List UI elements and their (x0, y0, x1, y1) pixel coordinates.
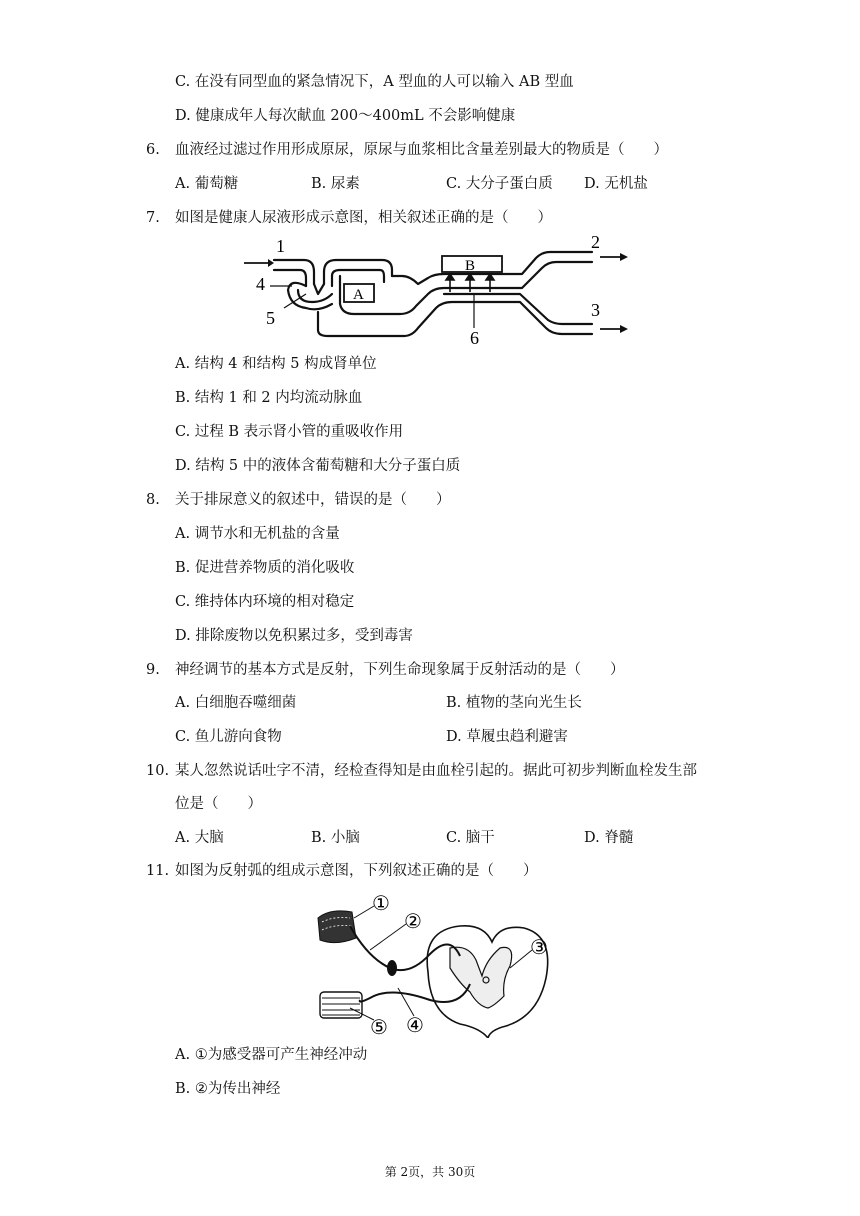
q10-option-d: D. 脊髓 (584, 830, 634, 846)
q9-option-c: C. 鱼儿游向食物 (175, 729, 282, 745)
q9-option-b: B. 植物的茎向光生长 (446, 695, 582, 711)
q10-option-b: B. 小脑 (311, 830, 360, 846)
q6-option-a: A. 葡萄糖 (175, 176, 239, 192)
reflex-arc-diagram (310, 888, 560, 1038)
q9-number: 9. (146, 662, 160, 678)
q6-option-b: B. 尿素 (311, 176, 360, 192)
effector-muscle (320, 992, 362, 1018)
q10-option-c: C. 脑干 (446, 830, 495, 846)
label-5: 5 (266, 308, 275, 328)
q5-option-c: C. 在没有同型血的紧急情况下，A 型血的人可以输入 AB 型血 (175, 74, 574, 90)
q8-option-a: A. 调节水和无机盐的含量 (175, 526, 340, 542)
q11-option-a: A. ①为感受器可产生神经冲动 (175, 1047, 368, 1063)
q10-stem-line1: 某人忽然说话吐字不清，经检查得知是由血栓引起的。据此可初步判断血栓发生部 (175, 763, 697, 779)
label-b: B (465, 258, 476, 274)
q6-option-c: C. 大分子蛋白质 (446, 176, 553, 192)
q8-number: 8. (146, 492, 160, 508)
q8-option-d: D. 排除废物以免积累过多，受到毒害 (175, 628, 413, 644)
q7-option-a: A. 结构 4 和结构 5 构成肾单位 (175, 356, 377, 372)
q11-stem: 如图为反射弧的组成示意图，下列叙述正确的是（ ） (175, 863, 538, 879)
q7-option-b: B. 结构 1 和 2 内均流动脉血 (175, 390, 363, 406)
q6-number: 6. (146, 142, 160, 158)
q9-option-d: D. 草履虫趋利避害 (446, 729, 568, 745)
label-1: 1 (276, 236, 285, 256)
q11-option-b: B. ②为传出神经 (175, 1081, 281, 1097)
q10-stem-line2: 位是（ ） (175, 796, 262, 812)
label-circle-1: ① (372, 893, 390, 915)
q9-stem: 神经调节的基本方式是反射，下列生命现象属于反射活动的是（ ） (175, 662, 625, 678)
label-circle-4: ④ (406, 1015, 424, 1037)
label-4: 4 (256, 274, 265, 294)
q8-stem: 关于排尿意义的叙述中，错误的是（ ） (175, 492, 451, 508)
q10-option-a: A. 大脑 (175, 830, 224, 846)
label-2: 2 (591, 232, 600, 252)
q10-number: 10. (146, 763, 170, 779)
nephron-diagram (232, 232, 632, 348)
q11-number: 11. (146, 863, 170, 879)
label-circle-5: ⑤ (370, 1017, 388, 1038)
q8-option-c: C. 维持体内环境的相对稳定 (175, 594, 355, 610)
q7-number: 7. (146, 210, 160, 226)
label-6: 6 (470, 328, 479, 348)
q7-stem: 如图是健康人尿液形成示意图，相关叙述正确的是（ ） (175, 210, 552, 226)
page-footer: 第 2页，共 30页 (384, 1165, 476, 1179)
q6-stem: 血液经过滤过作用形成原尿，原尿与血浆相比含量差别最大的物质是（ ） (175, 142, 668, 158)
label-circle-2: ② (404, 911, 422, 933)
label-3: 3 (591, 300, 600, 320)
q6-option-d: D. 无机盐 (584, 176, 648, 192)
q7-option-c: C. 过程 B 表示肾小管的重吸收作用 (175, 424, 404, 440)
q7-option-d: D. 结构 5 中的液体含葡萄糖和大分子蛋白质 (175, 458, 461, 474)
q8-option-b: B. 促进营养物质的消化吸收 (175, 560, 355, 576)
label-a: A (353, 287, 364, 303)
q9-option-a: A. 白细胞吞噬细菌 (175, 695, 297, 711)
q5-option-d: D. 健康成年人每次献血 200～400mL 不会影响健康 (175, 108, 516, 124)
label-circle-3: ③ (530, 937, 548, 959)
